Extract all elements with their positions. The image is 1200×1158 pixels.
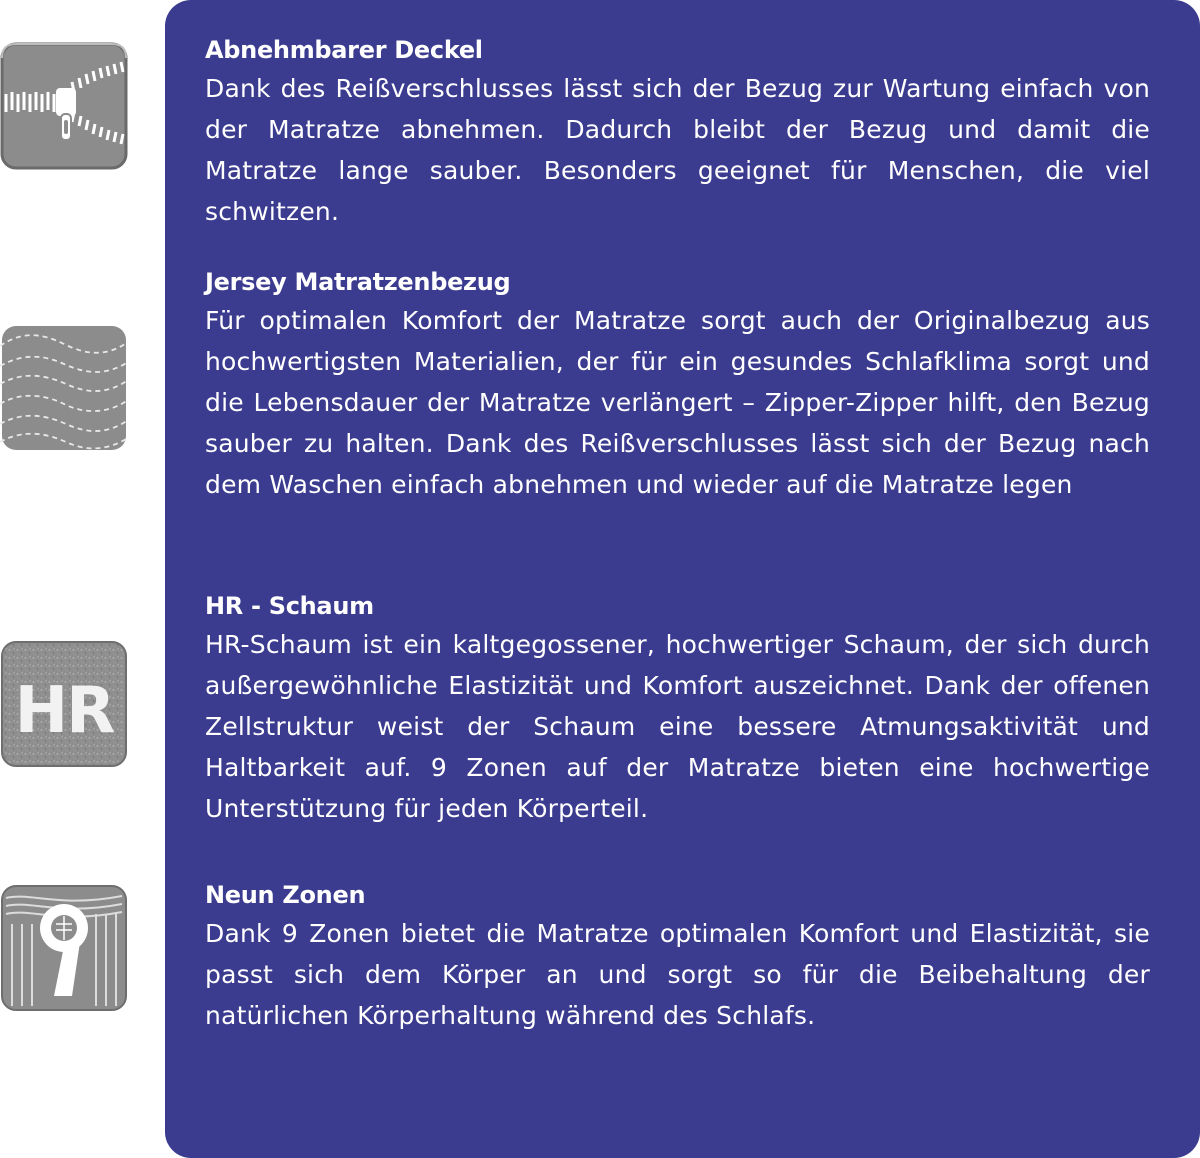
section-text: Dank des Reißverschlusses lässt sich der Bezug zur Wartung einfach von der Matratze abnehmen. Dadurch bleibt der Bezug und damit die Matratze lange sauber. Besonders geeignet für Menschen, die viel schwitzen. [205, 74, 1150, 226]
section-text: Dank 9 Zonen bietet die Matratze optimalen Komfort und Elastizität, sie passt sich dem Körper an und sorgt so für die Beibehaltung der natürlichen Körperhaltung während des Schlafs. [205, 919, 1150, 1030]
jersey-fabric-icon [0, 324, 128, 452]
section-text: HR-Schaum ist ein kaltgegossener, hochwertiger Schaum, der sich durch außergewöhnliche Elastizität und Komfort auszeichnet. Dank der offenen Zellstruktur weist der Schaum eine bessere Atmungsaktivität und Haltbarkeit auf. 9 Zonen auf der Matratze bieten eine hochwertige Unterstützung für jeden Körperteil. [205, 630, 1150, 823]
section-title: HR - Schaum [205, 592, 374, 620]
feature-section-nine-zones [205, 879, 1150, 1036]
section-title: Abnehmbarer Deckel [205, 36, 483, 64]
zipper-icon [0, 42, 128, 170]
feature-section-jersey-cover [205, 266, 1150, 505]
section-text: Für optimalen Komfort der Matratze sorgt auch der Originalbezug aus hochwertigsten Materialien, der für ein gesundes Schlafklima sorgt und die Lebensdauer der Matratze verlängert – Zipper-Zipper hilft, den Bezug sauber zu halten. Dank des Reißverschlusses lässt sich der Bezug nach dem Waschen einfach abnehmen und wieder auf die Matratze legen [205, 306, 1150, 499]
feature-section-hr-foam [205, 590, 1150, 829]
svg-text:HR: HR [14, 674, 114, 748]
section-title: Jersey Matratzenbezug [205, 268, 511, 296]
section-title: Neun Zonen [205, 881, 366, 909]
hr-foam-icon [0, 640, 128, 768]
feature-section-removable-cover [205, 34, 1150, 232]
nine-zones-icon [0, 884, 128, 1012]
